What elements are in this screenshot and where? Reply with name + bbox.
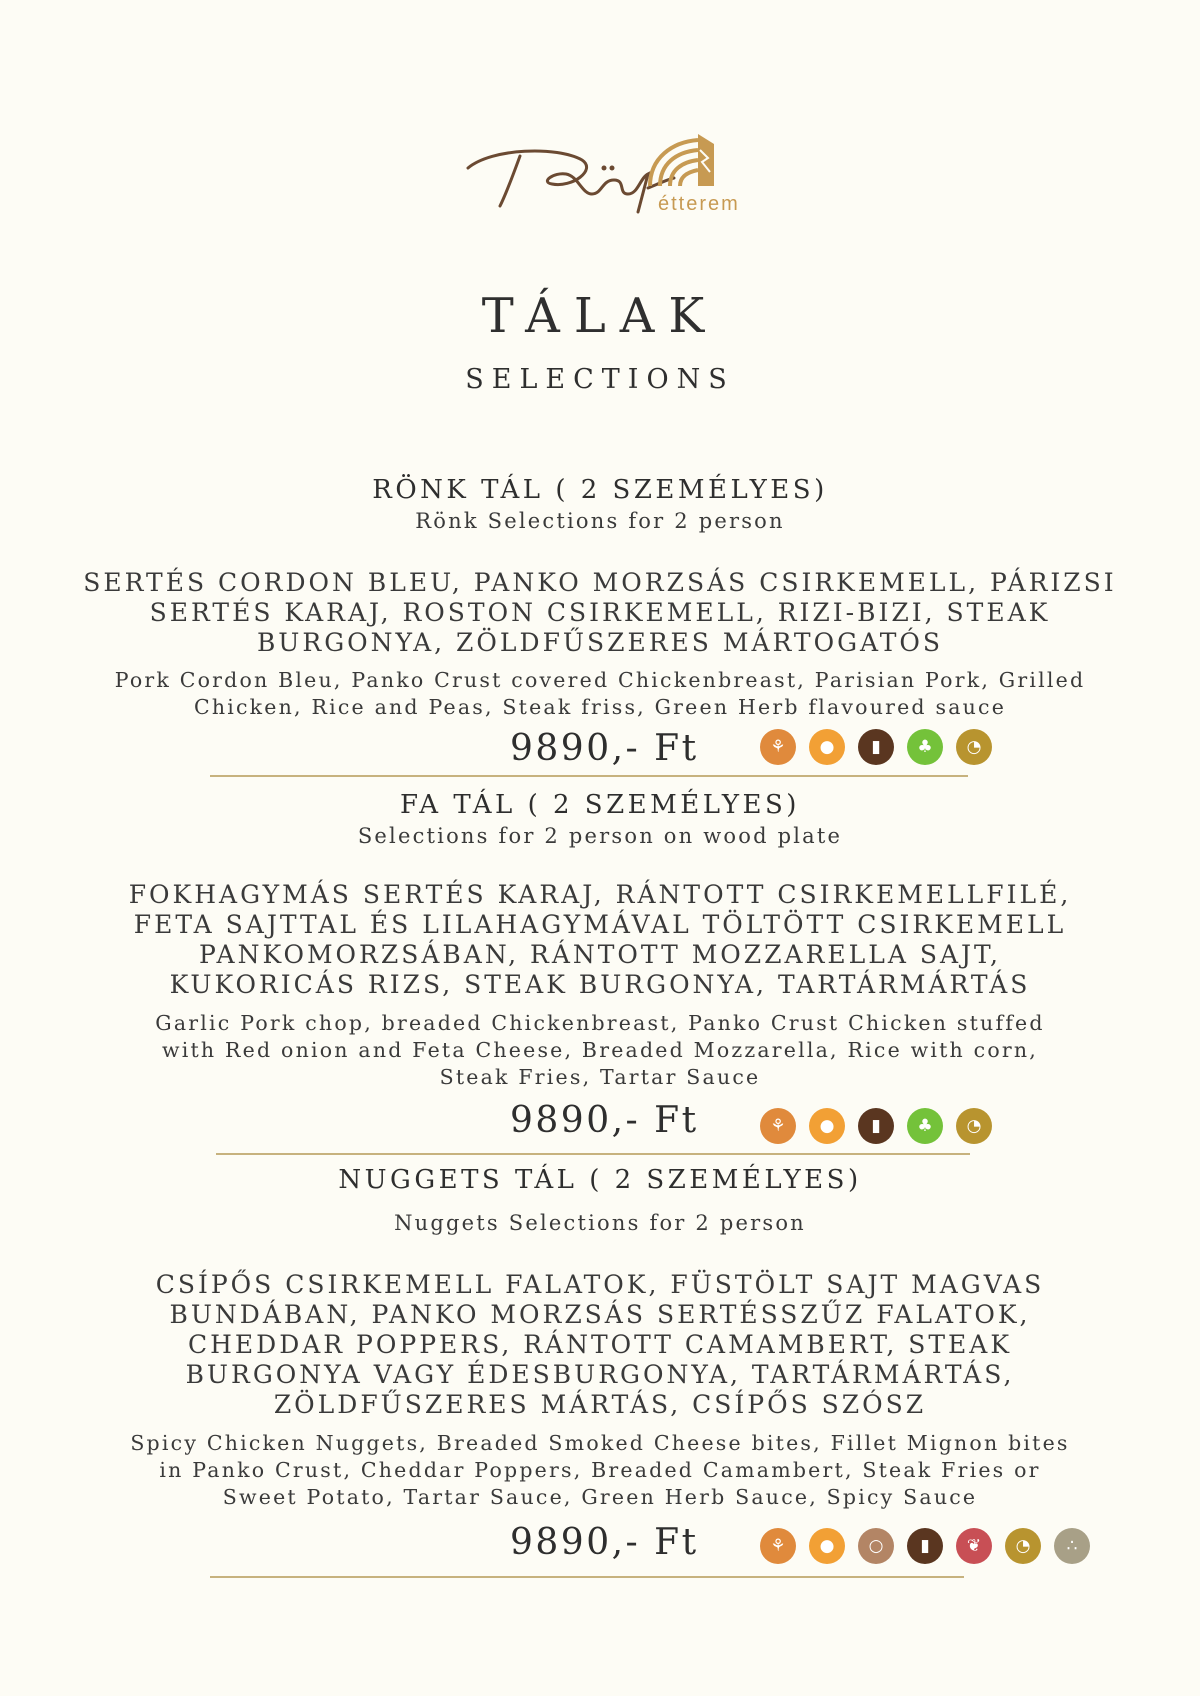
en-line: Spicy Chicken Nuggets, Breaded Smoked Cheese bites, Fillet Mignon bites [130,1431,1070,1455]
section-3-english-description [0,1430,1200,1511]
hu-line: PANKOMORZSÁBAN, RÁNTOTT MOZZARELLA SAJT, [198,940,1002,969]
hu-line: CSÍPŐS CSIRKEMELL FALATOK, FÜSTÖLT SAJT MAGVAS [155,1270,1045,1299]
section-title: NUGGETS TÁL ( 2 SZEMÉLYES) [338,1165,862,1195]
celery-icon: ♣ [907,1108,943,1144]
allergen-icons [760,1108,992,1144]
page-subtitle: SELECTIONS [465,364,735,395]
section-subtitle: Rönk Selections for 2 person [415,509,785,533]
price: 9890,- Ft [510,1522,699,1563]
gluten-icon: ⚘ [760,1108,796,1144]
egg-icon: ● [809,1528,845,1564]
milk-icon: ▮ [858,1108,894,1144]
mustard-icon: ◔ [956,729,992,765]
price: 9890,- Ft [510,1100,699,1141]
milk-icon: ▮ [858,729,894,765]
milk-icon: ▮ [907,1528,943,1564]
section-1-english-description [0,667,1200,721]
peanut-icon: ○ [858,1528,894,1564]
logo-tagline: étterem [658,193,740,215]
hu-line: BURGONYA, ZÖLDFŰSZERES MÁRTOGATÓS [256,628,944,657]
section-1-hungarian-description [0,568,1200,658]
egg-icon: ● [809,729,845,765]
hu-line: BUNDÁBAN, PANKO MORZSÁS SERTÉSSZŰZ FALATOK, [169,1300,1031,1329]
allergen-icons [760,729,992,765]
section-2-english-description [0,1010,1200,1091]
restaurant-logo [462,128,742,228]
section-title: FA TÁL ( 2 SZEMÉLYES) [400,790,800,820]
en-line: Sweet Potato, Tartar Sauce, Green Herb Sauce, Spicy Sauce [222,1485,978,1509]
en-line: Garlic Pork chop, breaded Chickenbreast, Panko Crust Chicken stuffed [155,1011,1045,1035]
gluten-icon: ⚘ [760,729,796,765]
divider [210,1576,964,1578]
hu-line: CHEDDAR POPPERS, RÁNTOTT CAMAMBERT, STEAK [187,1330,1013,1359]
logo-mark [462,128,742,228]
en-line: Pork Cordon Bleu, Panko Crust covered Chickenbreast, Parisian Pork, Grilled [114,668,1086,692]
hu-line: KUKORICÁS RIZS, STEAK BURGONYA, TARTÁRMÁRTÁS [169,970,1031,999]
divider [210,775,968,777]
gluten-icon: ⚘ [760,1528,796,1564]
egg-icon: ● [809,1108,845,1144]
hu-line: ZÖLDFŰSZERES MÁRTÁS, CSÍPŐS SZÓSZ [273,1390,927,1419]
section-3-hungarian-description [0,1270,1200,1420]
allergen-icons [760,1528,1090,1564]
hu-line: FOKHAGYMÁS SERTÉS KARAJ, RÁNTOTT CSIRKEMELLFILÉ, [128,880,1072,909]
section-3-header [0,1165,1200,1235]
mustard-icon: ◔ [956,1108,992,1144]
en-line: Steak Fries, Tartar Sauce [439,1065,761,1089]
section-1-header [0,475,1200,533]
price: 9890,- Ft [510,728,699,769]
hu-line: SERTÉS KARAJ, ROSTON CSIRKEMELL, RIZI-BIZI, STEAK [149,598,1051,627]
hu-line: FETA SAJTTAL ÉS LILAHAGYMÁVAL TÖLTÖTT CSIRKEMELL [133,910,1067,939]
en-line: Chicken, Rice and Peas, Steak friss, Green Herb flavoured sauce [193,695,1007,719]
section-title: RÖNK TÁL ( 2 SZEMÉLYES) [372,475,828,505]
divider [216,1153,970,1155]
section-subtitle: Nuggets Selections for 2 person [394,1211,806,1235]
mustard-icon: ◔ [1005,1528,1041,1564]
hu-line: BURGONYA VAGY ÉDESBURGONYA, TARTÁRMÁRTÁS, [185,1360,1015,1389]
hu-line: SERTÉS CORDON BLEU, PANKO MORZSÁS CSIRKEMELL, PÁRIZSI [83,568,1117,597]
en-line: with Red onion and Feta Cheese, Breaded Mozzarella, Rice with corn, [161,1038,1039,1062]
en-line: in Panko Crust, Cheddar Poppers, Breaded Camambert, Steak Fries or [159,1458,1041,1482]
section-2-header [0,790,1200,848]
celery-icon: ♣ [907,729,943,765]
page-title: TÁLAK [481,288,719,344]
section-2-hungarian-description [0,880,1200,1000]
sesame-icon: ∴ [1054,1528,1090,1564]
soy-icon: ❦ [956,1528,992,1564]
section-subtitle: Selections for 2 person on wood plate [357,824,843,848]
